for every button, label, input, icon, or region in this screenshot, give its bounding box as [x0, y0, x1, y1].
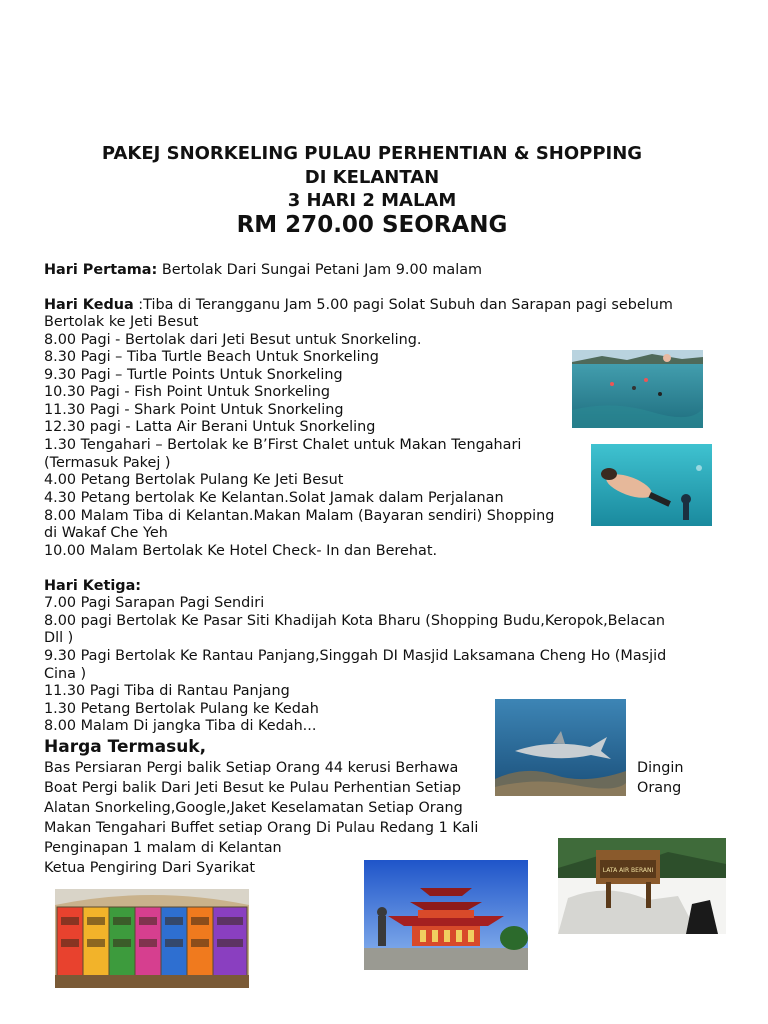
list-item: 8.00 pagi Bertolak Ke Pasar Siti Khadijah Kota Bharu (Shopping Budu,Keropok,Belacan [44, 613, 666, 629]
day1-line [44, 262, 482, 279]
list-item: Penginapan 1 malam di Kelantan [44, 840, 282, 856]
list-item: 9.30 Pagi – Turtle Points Untuk Snorkeling [44, 367, 343, 383]
list-item: 10.00 Malam Bertolak Ke Hotel Check- In dan Berehat. [44, 543, 438, 559]
list-item-wrap: Orang [637, 780, 682, 796]
list-item: Dll ) [44, 630, 74, 646]
day1-label: Hari Pertama: [44, 262, 158, 278]
package-title: PAKEJ SNORKELING PULAU PERHENTIAN & SHOPPING [101, 143, 643, 164]
list-item: Alatan Snorkeling,Google,Jaket Keselamatan Setiap Orang [44, 800, 463, 816]
photo-lata-air-berani [558, 838, 726, 934]
list-item: 8.00 Malam Tiba di Kelantan.Makan Malam (Bayaran sendiri) Shopping [44, 508, 555, 524]
day2-label: Hari Kedua [44, 297, 134, 313]
list-item: 1.30 Petang Bertolak Pulang ke Kedah [44, 701, 319, 717]
list-item: 8.00 Malam Di jangka Tiba di Kedah... [44, 718, 317, 734]
day2-line [44, 297, 673, 314]
included-heading: Harga Termasuk, [44, 737, 207, 757]
package-price: RM 270.00 SEORANG [236, 212, 508, 238]
list-item-wrap: Dingin [637, 760, 684, 776]
package-duration: 3 HARI 2 MALAM [287, 190, 457, 211]
day2-intro: :Tiba di Terangganu Jam 5.00 pagi Solat Subuh dan Sarapan pagi sebelum [133, 297, 673, 313]
list-item: Cina ) [44, 666, 87, 682]
list-item: 4.00 Petang Bertolak Pulang Ke Jeti Besut [44, 472, 344, 488]
list-item: 8.00 Pagi - Bertolak dari Jeti Besut untuk Snorkeling. [44, 332, 422, 348]
sign-text: LATA AIR BERANI [602, 867, 654, 874]
list-item: 1.30 Tengahari – Bertolak ke B’First Chalet untuk Makan Tengahari [44, 437, 522, 453]
list-item: Makan Tengahari Buffet setiap Orang Di Pulau Redang 1 Kali [44, 820, 479, 836]
photo-shark [495, 699, 626, 796]
list-item: 9.30 Pagi Bertolak Ke Rantau Panjang,Singgah DI Masjid Laksamana Cheng Ho (Masjid [44, 648, 667, 664]
photo-snorkeling-beach [572, 350, 703, 428]
list-item: Boat Pergi balik Dari Jeti Besut ke Pulau Perhentian Setiap [44, 780, 462, 796]
list-item: 8.30 Pagi – Tiba Turtle Beach Untuk Snorkeling [44, 349, 379, 365]
day1-text: Bertolak Dari Sungai Petani Jam 9.00 malam [157, 262, 483, 278]
list-item: 12.30 pagi - Latta Air Berani Untuk Snorkeling [44, 419, 376, 435]
list-item: 11.30 Pagi - Shark Point Untuk Snorkeling [44, 402, 344, 418]
list-item: Bas Persiaran Pergi balik Setiap Orang 44 kerusi Berhawa [44, 760, 459, 776]
day3-label: Hari Ketiga: [44, 578, 142, 594]
list-item: 7.00 Pagi Sarapan Pagi Sendiri [44, 595, 265, 611]
list-item: (Termasuk Pakej ) [44, 455, 171, 471]
photo-masjid-cheng-ho [364, 860, 528, 970]
list-item: 4.30 Petang bertolak Ke Kelantan.Solat Jamak dalam Perjalanan [44, 490, 504, 506]
list-item: 11.30 Pagi Tiba di Rantau Panjang [44, 683, 290, 699]
list-item: 10.30 Pagi - Fish Point Untuk Snorkeling [44, 384, 331, 400]
photo-market-interior [55, 889, 249, 988]
list-item: di Wakaf Che Yeh [44, 525, 168, 541]
list-item: Ketua Pengiring Dari Syarikat [44, 860, 256, 876]
day2-intro-cont: Bertolak ke Jeti Besut [44, 314, 199, 330]
package-subtitle: DI KELANTAN [304, 167, 440, 188]
photo-underwater-snorkeler [591, 444, 712, 526]
